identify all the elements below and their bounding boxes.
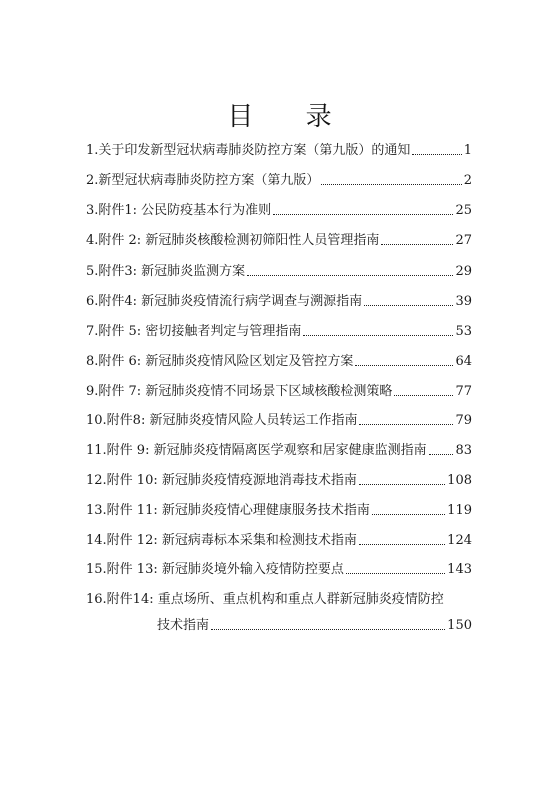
toc-entry[interactable] [86, 473, 472, 489]
toc-entry-label: 15.附件 13: 新冠肺炎境外输入疫情防控要点 [86, 562, 344, 577]
toc-dot-leader [381, 244, 453, 245]
toc-dot-leader [273, 214, 453, 215]
toc-entry-continuation: 技术指南 [157, 618, 210, 633]
toc-entry-label: 4.附件 2: 新冠肺炎核酸检测初筛阳性人员管理指南 [86, 233, 380, 248]
toc-entry-label: 11.附件 9: 新冠肺炎疫情隔离医学观察和居家健康监测指南 [86, 443, 427, 458]
toc-dot-leader [412, 154, 461, 155]
toc-dot-leader [429, 454, 454, 455]
toc-page-number: 2 [463, 173, 472, 188]
toc-entry-label: 1.关于印发新型冠状病毒肺炎防控方案（第九版）的通知 [86, 143, 411, 158]
toc-page-number: 25 [455, 203, 472, 218]
toc-page-number: 150 [447, 618, 472, 633]
toc-dot-leader [359, 544, 445, 545]
toc-entry-label: 2.新型冠状病毒肺炎防控方案（第九版） [86, 173, 320, 188]
toc-entry[interactable] [86, 294, 472, 310]
toc-entry[interactable] [86, 384, 472, 400]
toc-dot-leader [321, 184, 461, 185]
toc-page-number: 119 [447, 503, 472, 518]
toc-entry-label: 7.附件 5: 密切接触者判定与管理指南 [86, 324, 302, 339]
toc-page-number: 53 [455, 324, 472, 339]
toc-page-number: 27 [455, 233, 472, 248]
page-title: 目 录 [227, 102, 354, 132]
toc-page-number: 143 [447, 562, 472, 577]
toc-entry-label: 16.附件14: 重点场所、重点机构和重点人群新冠肺炎疫情防控 [86, 592, 444, 607]
toc-entry-label: 10.附件8: 新冠肺炎疫情风险人员转运工作指南 [86, 413, 358, 428]
toc-entry[interactable] [86, 503, 472, 519]
toc-dot-leader [364, 305, 453, 306]
toc-entry-label: 6.附件4: 新冠肺炎疫情流行病学调查与溯源指南 [86, 294, 363, 309]
toc-entry-label: 5.附件3: 新冠肺炎监测方案 [86, 264, 246, 279]
toc-page-number: 77 [455, 384, 472, 399]
toc-entry[interactable] [86, 413, 472, 429]
toc-dot-leader [247, 275, 453, 276]
toc-entry[interactable] [86, 264, 472, 280]
toc-page-number: 64 [455, 354, 472, 369]
toc-dot-leader [303, 335, 453, 336]
toc-dot-leader [211, 629, 445, 630]
toc-entry-label: 3.附件1: 公民防疫基本行为准则 [86, 203, 272, 218]
toc-entry-label: 13.附件 11: 新冠肺炎疫情心理健康服务技术指南 [86, 503, 370, 518]
toc-dot-leader [355, 365, 453, 366]
toc-page-number: 79 [455, 413, 472, 428]
toc-entry[interactable] [86, 592, 472, 634]
toc-page-number: 39 [455, 294, 472, 309]
toc-entry[interactable] [86, 324, 472, 340]
toc-dot-leader [359, 424, 453, 425]
toc-entry[interactable] [86, 203, 472, 219]
toc-dot-leader [359, 484, 445, 485]
toc-page-number: 1 [463, 143, 472, 158]
toc-dot-leader [394, 395, 453, 396]
toc-entry-label: 12.附件 10: 新冠肺炎疫情疫源地消毒技术指南 [86, 473, 357, 488]
toc-page-number: 83 [455, 443, 472, 458]
toc-entry-label: 14.附件 12: 新冠病毒标本采集和检测技术指南 [86, 533, 357, 548]
toc-entry[interactable] [86, 562, 472, 578]
toc-entry[interactable] [86, 443, 472, 459]
toc-dot-leader [372, 514, 445, 515]
toc-entry-label: 9.附件 7: 新冠肺炎疫情不同场景下区域核酸检测策略 [86, 384, 393, 399]
toc-page-number: 124 [447, 533, 472, 548]
toc-dot-leader [346, 573, 445, 574]
toc-entry[interactable] [86, 533, 472, 549]
toc-page-number: 29 [455, 264, 472, 279]
toc-entry[interactable] [86, 143, 472, 159]
toc-entry[interactable] [86, 354, 472, 370]
toc-entry-label: 8.附件 6: 新冠肺炎疫情风险区划定及管控方案 [86, 354, 354, 369]
toc-page-number: 108 [447, 473, 472, 488]
toc-entry[interactable] [86, 233, 472, 249]
toc-entry[interactable] [86, 173, 472, 189]
